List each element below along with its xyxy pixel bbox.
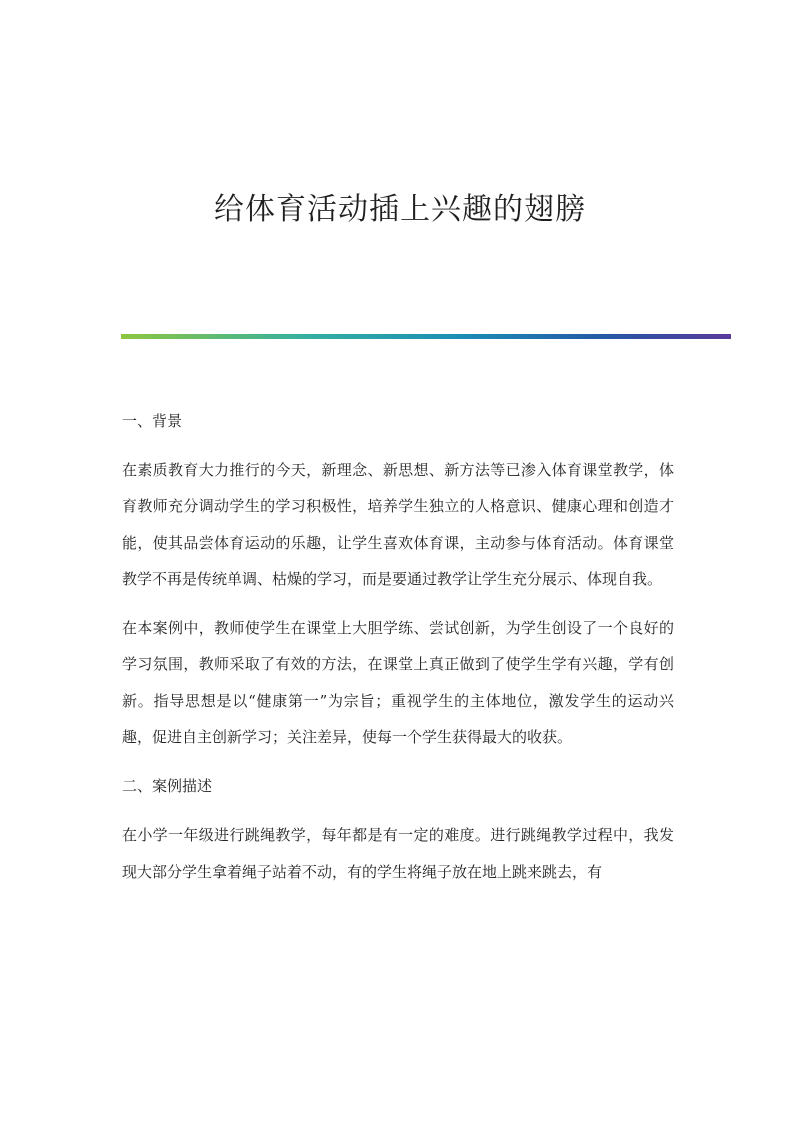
document-title: 给体育活动插上兴趣的翅膀 [214, 192, 586, 227]
document-body [122, 403, 674, 890]
spacer [122, 804, 674, 817]
paragraph: 在小学一年级进行跳绳教学，每年都是有一定的难度。进行跳绳教学过程中，我发现大部分学生拿着绳子站着不动，有的学生将绳子放在地上跳来跳去，有 [122, 826, 674, 881]
paragraph: 在本案例中，教师使学生在课堂上大胆学练、尝试创新，为学生创设了一个良好的学习氛围，教师采取了有效的方法，在课堂上真正做到了使学生学有兴趣，学有创新。指导思想是以“健康第一”为宗旨；重视学生的主体地位，激发学生的运动兴趣，促进自主创新学习；关注差异，使每一个学生获得最大的收获。 [122, 619, 674, 747]
spacer [122, 597, 674, 610]
paragraph: 在素质教育大力推行的今天，新理念、新思想、新方法等已渗入体育课堂教学，体育教师充分调动学生的学习积极性，培养学生独立的人格意识、健康心理和创造才能，使其品尝体育运动的乐趣，让学生喜欢体育课，主动参与体育活动。体育课堂教学不再是传统单调、枯燥的学习，而是要通过教学让学生充分展示、体现自我。 [122, 461, 674, 588]
spacer [122, 755, 674, 768]
section-heading-case-description: 二、案例描述 [122, 777, 213, 796]
title-divider [121, 334, 731, 339]
spacer [122, 439, 674, 452]
section-heading-background: 一、背景 [122, 412, 183, 430]
